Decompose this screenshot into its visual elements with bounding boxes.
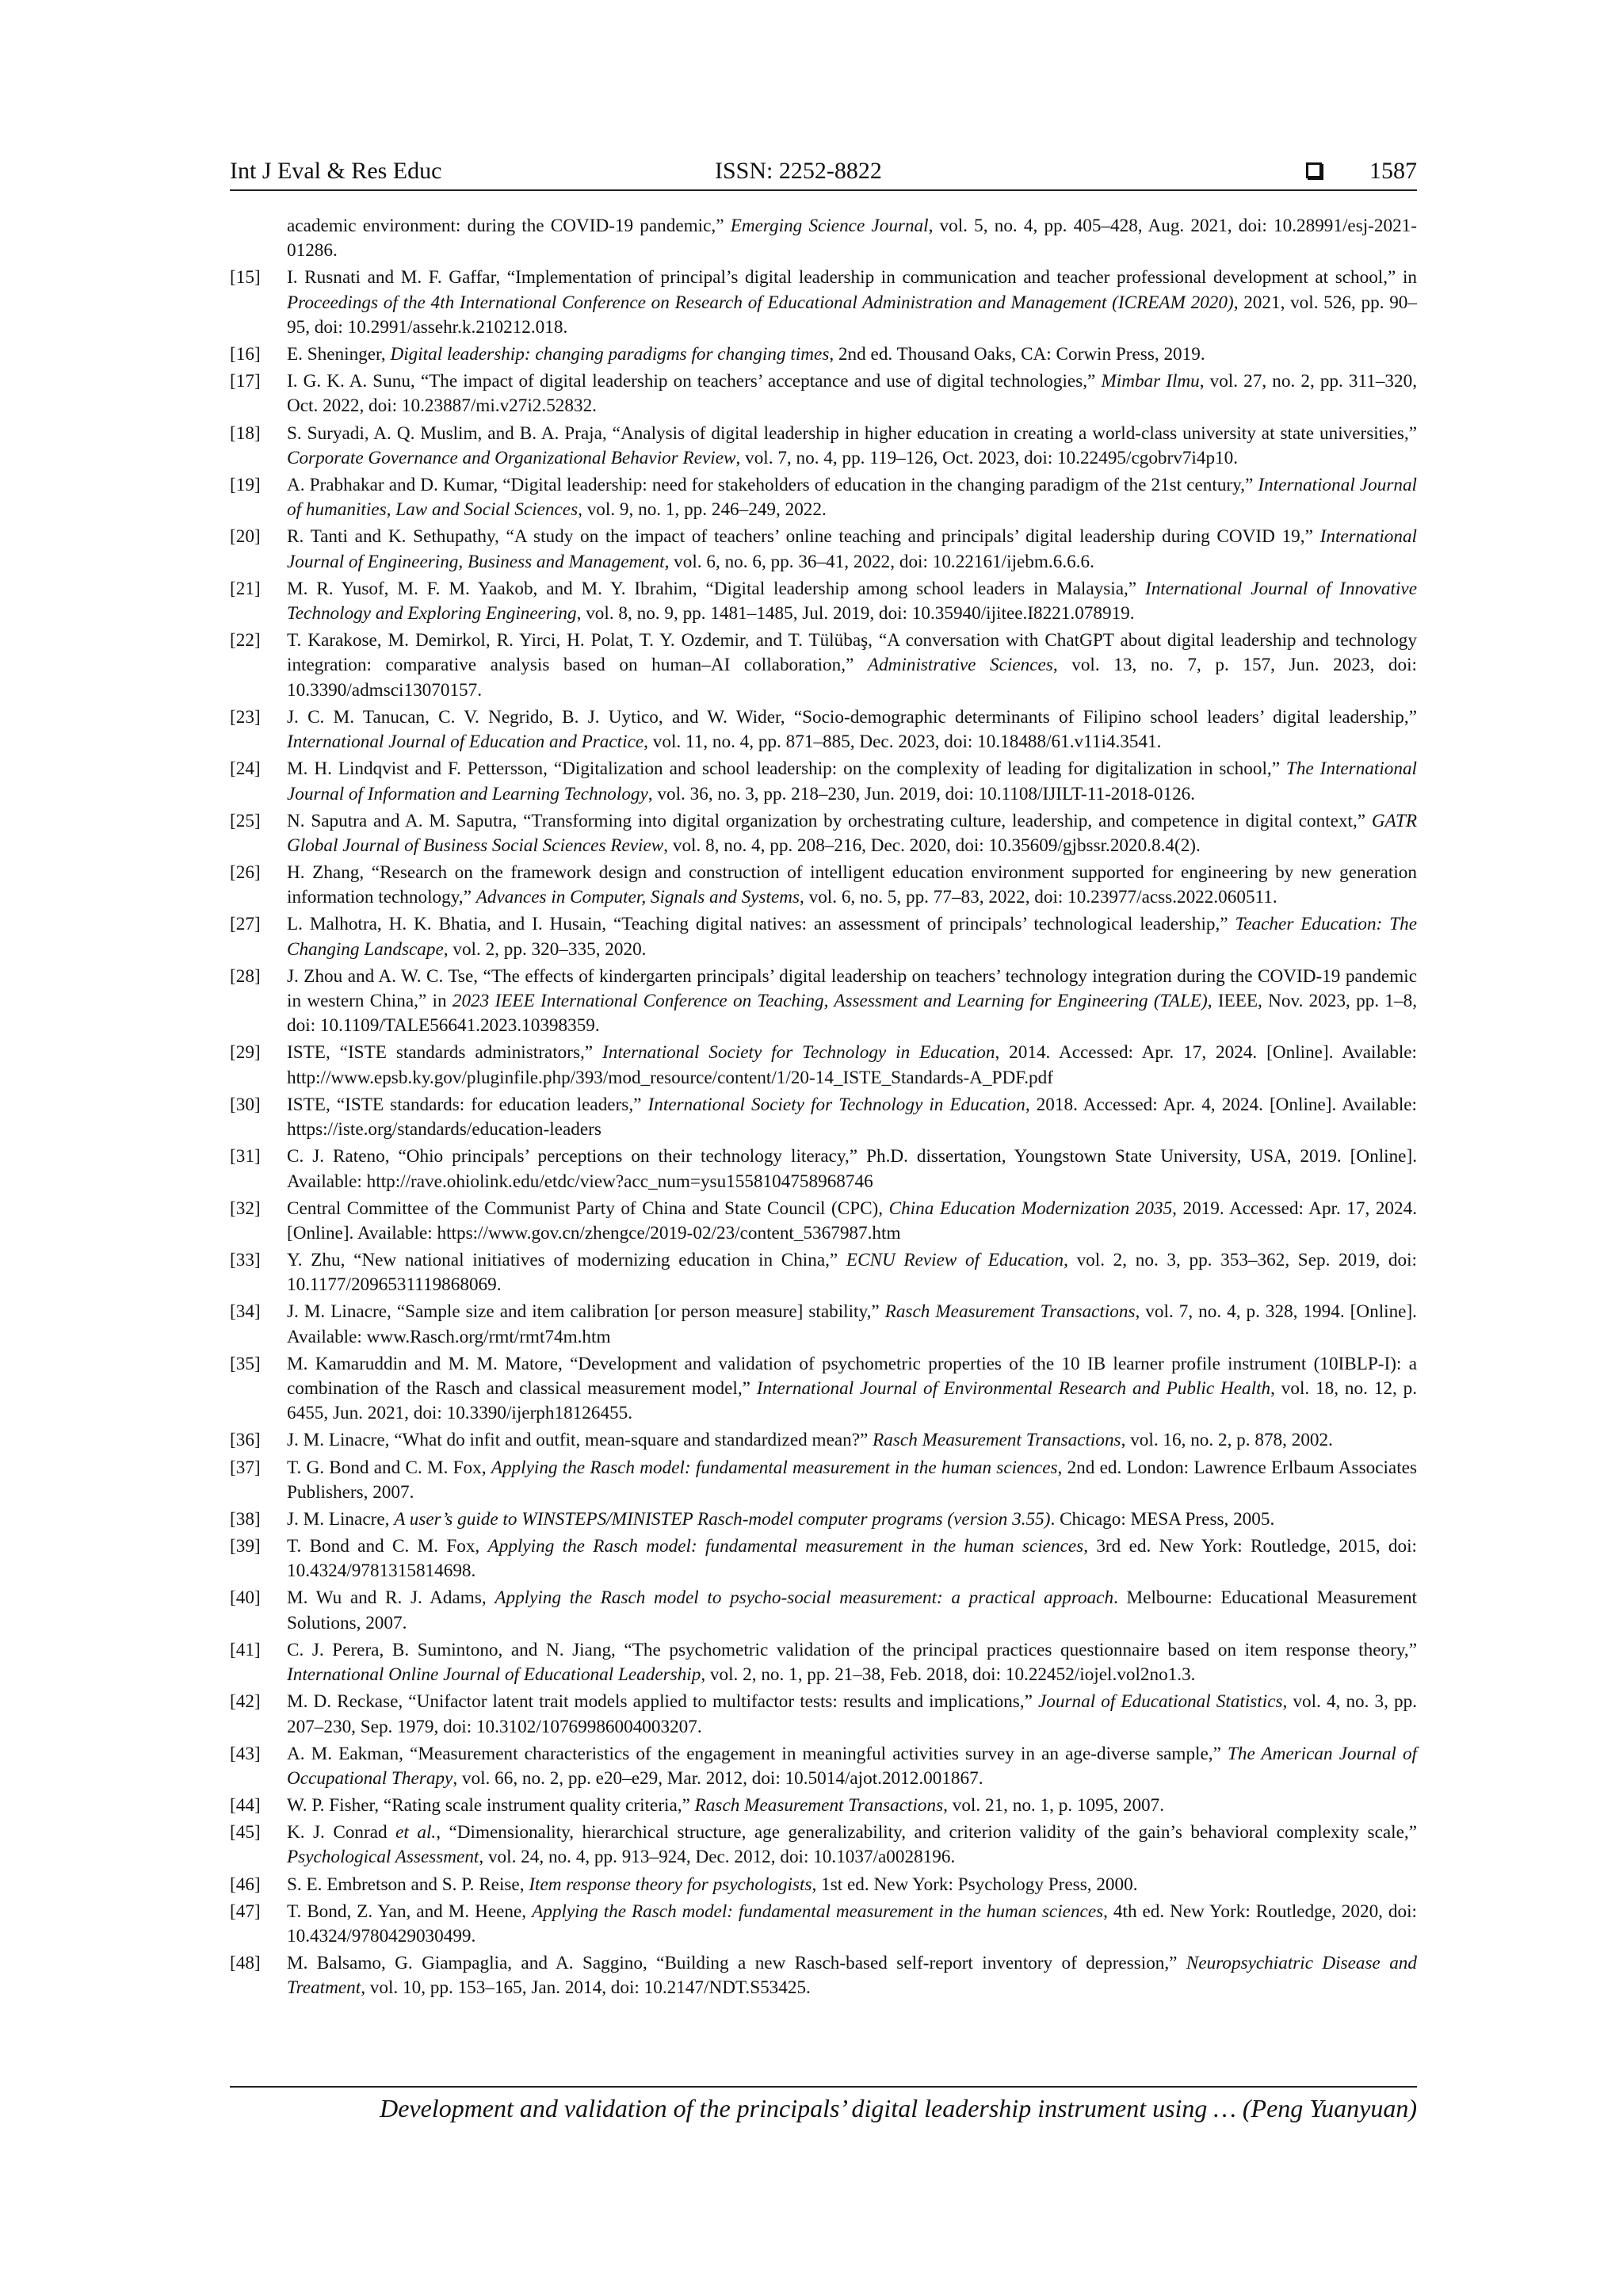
reference-entry (230, 422, 1417, 472)
reference-text-segment: , 2019. Accessed: Apr. 17, 2024. [Online]. Available: https://www.gov.cn/zhengce/2019-02/23/content_5367987.htm (287, 1198, 1418, 1244)
reference-entry (230, 757, 1417, 807)
reference-text (287, 1507, 1417, 1532)
reference-text-segment: J. M. Linacre, “What do infit and outfit, mean-square and standardized mean?” (287, 1430, 873, 1451)
reference-source-title: Psychological Assessment (287, 1847, 479, 1868)
reference-text-segment: J. Zhou and A. W. C. Tse, “The effects of kindergarten principals’ digital leadership on teachers’ technology integration during the COVID-19 pandemic in western China,” in (287, 965, 1417, 1012)
reference-text-segment: J. M. Linacre, (287, 1508, 395, 1530)
running-header (230, 155, 1417, 191)
reference-number: [43] (230, 1743, 261, 1764)
reference-entry (230, 1041, 1417, 1091)
reference-entry (230, 1456, 1417, 1506)
reference-source-title: Emerging Science Journal (730, 216, 929, 236)
reference-text-segment: , 2nd ed. Thousand Oaks, CA: Corwin Press, 2019. (829, 344, 1205, 365)
reference-text-segment: A. M. Eakman, “Measurement characteristics of the engagement in meaningful activities survey in an age-diverse sample,” (287, 1743, 1228, 1764)
reference-number: [39] (230, 1536, 261, 1557)
reference-number: [28] (230, 965, 261, 987)
reference-text-segment: , vol. 7, no. 4, pp. 119–126, Oct. 2023, doi: 10.22495/cgobrv7i4p10. (735, 447, 1239, 468)
reference-text-segment: , vol. 24, no. 4, pp. 913–924, Dec. 2012, doi: 10.1037/a0028196. (479, 1847, 956, 1868)
reference-entry (230, 1794, 1417, 1818)
reference-text-segment: T. G. Bond and C. M. Fox, (287, 1457, 491, 1478)
reference-source-title: The International Journal of Information and Learning Technology (287, 758, 1418, 804)
reference-text-segment: , vol. 27, no. 2, pp. 311–320, Oct. 2022, doi: 10.23887/mi.v27i2.52832. (287, 371, 1418, 417)
reference-source-title: Mimbar Ilmu (1101, 371, 1200, 392)
reference-text-segment: M. H. Lindqvist and F. Pettersson, “Digitalization and school leadership: on the complexity of leading for digitalization in school,” (287, 758, 1286, 780)
reference-source-title: Applying the Rasch model: fundamental measurement in the human sciences (487, 1536, 1084, 1557)
reference-source-title: Neuropsychiatric Disease and Treatment (287, 1952, 1417, 1999)
reference-text-segment: , vol. 21, no. 1, p. 1095, 2007. (943, 1795, 1165, 1817)
reference-text-segment: I. Rusnati and M. F. Gaffar, “Implementation of principal’s digital leadership in communication and teacher professional development at school,” in (287, 267, 1417, 288)
reference-text (287, 525, 1417, 575)
reference-text (287, 1041, 1417, 1091)
reference-source-title: International Society for Technology in Education (602, 1042, 995, 1064)
reference-source-title: Proceedings of the 4th International Conference on Research of Educational Administration and Management (ICREAM 2020) (287, 292, 1234, 313)
reference-text (287, 861, 1417, 911)
reference-entry (230, 473, 1417, 523)
reference-text (287, 214, 1417, 264)
reference-source-title: 2023 IEEE International Conference on Teaching, Assessment and Learning for Engineering (TALE) (452, 991, 1208, 1012)
reference-text-segment: M. D. Reckase, “Unifactor latent trait models applied to multifactor tests: results and implications,” (287, 1691, 1038, 1713)
reference-entry (230, 369, 1417, 419)
reference-text-segment: Central Committee of the Communist Party of China and State Council (CPC), (287, 1198, 889, 1219)
reference-text-segment: , IEEE, Nov. 2023, pp. 1–8, doi: 10.1109/TALE56641.2023.10398359. (287, 991, 1417, 1037)
reference-text (287, 422, 1417, 472)
reference-text-segment: , vol. 2, pp. 320–335, 2020. (443, 938, 647, 960)
reference-number: [23] (230, 706, 261, 728)
reference-entry (230, 809, 1417, 859)
reference-text-segment: W. P. Fisher, “Rating scale instrument quality criteria,” (287, 1795, 695, 1817)
reference-text-segment: , 2021, vol. 526, pp. 90–95, doi: 10.2991/assehr.k.210212.018. (287, 292, 1417, 338)
reference-entry (230, 1352, 1417, 1427)
reference-entry (230, 1428, 1417, 1453)
reference-text-segment: T. Karakose, M. Demirkol, R. Yirci, H. Polat, T. Y. Ozdemir, and T. Tülübaş, “A conversation with ChatGPT about digital leadership and technology integration: comparative analysis based on human–AI collaboration,” (287, 630, 1417, 676)
reference-text-segment: Y. Zhu, “New national initiatives of modernizing education in China,” (287, 1250, 846, 1271)
reference-text-segment: , vol. 66, no. 2, pp. e20–e29, Mar. 2012, doi: 10.5014/ajot.2012.001867. (453, 1767, 983, 1789)
reference-number: [42] (230, 1691, 261, 1713)
reference-source-title: Applying the Rasch model to psycho-social measurement: a practical approach (495, 1587, 1114, 1609)
reference-number: [30] (230, 1094, 261, 1115)
reference-text-segment: , vol. 6, no. 6, pp. 36–41, 2022, doi: 10.22161/ijebm.6.6.6. (664, 551, 1094, 572)
reference-text (287, 266, 1417, 340)
reference-source-title: Rasch Measurement Transactions (873, 1430, 1121, 1451)
reference-text (287, 705, 1417, 755)
reference-source-title: International Journal of humanities, Law and Social Sciences (287, 474, 1417, 521)
reference-entry (230, 266, 1417, 340)
reference-text-segment: J. C. M. Tanucan, C. V. Negrido, B. J. Uytico, and W. Wider, “Socio-demographic determinants of Filipino school leaders’ digital leadership,” (287, 706, 1417, 728)
reference-number: [44] (230, 1795, 261, 1817)
reference-source-title: Rasch Measurement Transactions (884, 1301, 1136, 1323)
reference-source-title: ECNU Review of Education (846, 1250, 1064, 1271)
reference-number (230, 214, 287, 264)
footer-article-title: Development and validation of the principals’ digital leadership instrument using … (Peng Yuanyuan) (380, 2094, 1417, 2122)
reference-number: [41] (230, 1639, 261, 1660)
reference-entry (230, 628, 1417, 703)
reference-number: [45] (230, 1822, 261, 1843)
reference-entry (230, 1093, 1417, 1143)
reference-entry (230, 577, 1417, 627)
reference-source-title: A user’s guide to WINSTEPS/MINISTEP Rasch-model computer programs (version 3.55) (394, 1508, 1051, 1530)
reference-number: [27] (230, 914, 261, 935)
reference-number: [31] (230, 1146, 261, 1167)
reference-entry (230, 1951, 1417, 2001)
reference-source-title: Administrative Sciences (867, 655, 1053, 676)
reference-source-title: The American Journal of Occupational Therapy (287, 1743, 1417, 1789)
reference-entry (230, 1197, 1417, 1247)
reference-entry (230, 1873, 1417, 1897)
reference-text-segment: A. Prabhakar and D. Kumar, “Digital leadership: need for stakeholders of education in the changing paradigm of the 21st century,” (287, 474, 1258, 495)
reference-text-segment: ISTE, “ISTE standards administrators,” (287, 1042, 603, 1064)
reference-text-segment: S. Suryadi, A. Q. Muslim, and B. A. Praja, “Analysis of digital leadership in higher education in creating a world-class university at state universities,” (287, 422, 1417, 444)
reference-text (287, 1144, 1417, 1194)
reference-source-title: Journal of Educational Statistics (1038, 1691, 1283, 1713)
reference-text-segment: , vol. 8, no. 9, pp. 1481–1485, Jul. 2019, doi: 10.35940/ijitee.I8221.078919. (576, 603, 1135, 625)
reference-number: [36] (230, 1430, 261, 1451)
reference-text-segment: T. Bond, Z. Yan, and M. Heene, (287, 1901, 533, 1922)
reference-number: [47] (230, 1901, 261, 1922)
reference-text-segment: T. Bond and C. M. Fox, (287, 1536, 488, 1557)
reference-text-segment: , vol. 4, no. 3, pp. 207–230, Sep. 1979, doi: 10.3102/10769986004003207. (287, 1691, 1417, 1737)
reference-text-segment: , vol. 16, no. 2, p. 878, 2002. (1121, 1430, 1333, 1451)
reference-text (287, 965, 1417, 1039)
reference-entry (230, 1742, 1417, 1792)
reference-source-title: International Journal of Engineering, Business and Management (287, 526, 1417, 572)
reference-text-segment: , vol. 10, pp. 153–165, Jan. 2014, doi: 10.2147/NDT.S53425. (361, 1977, 811, 1999)
reference-text (287, 912, 1417, 962)
reference-entry (230, 965, 1417, 1039)
reference-entry (230, 342, 1417, 367)
issn: ISSN: 2252-8822 (715, 158, 882, 184)
reference-entry (230, 525, 1417, 575)
reference-text (287, 1586, 1417, 1636)
reference-text-segment: , vol. 11, no. 4, pp. 871–885, Dec. 2023, doi: 10.18488/61.v11i4.3541. (643, 732, 1162, 753)
reference-entry (230, 1820, 1417, 1870)
reference-entry (230, 1534, 1417, 1584)
reference-text (287, 1428, 1417, 1453)
reference-text (287, 1300, 1417, 1350)
reference-text (287, 1794, 1417, 1818)
reference-entry (230, 912, 1417, 962)
reference-text (287, 342, 1417, 367)
reference-number: [21] (230, 578, 261, 599)
reference-text-segment: C. J. Perera, B. Sumintono, and N. Jiang, “The psychometric validation of the principal practices questionnaire based on item response theory,” (287, 1639, 1417, 1660)
reference-text-segment: . Melbourne: Educational Measurement Solutions, 2007. (287, 1587, 1417, 1633)
reference-text-segment: , vol. 2, no. 1, pp. 21–38, Feb. 2018, doi: 10.22452/iojel.vol2no1.3. (701, 1664, 1196, 1686)
reference-entry (230, 1248, 1417, 1298)
reference-text (287, 1873, 1417, 1897)
reference-source-title: International Journal of Environmental Research and Public Health (756, 1378, 1271, 1400)
reference-source-title: Item response theory for psychologists (529, 1874, 812, 1895)
reference-source-title: Rasch Measurement Transactions (694, 1795, 944, 1817)
reference-entry (230, 705, 1417, 755)
reference-text (287, 809, 1417, 859)
reference-entry (230, 861, 1417, 911)
reference-text-segment: L. Malhotra, H. K. Bhatia, and I. Husain, “Teaching digital natives: an assessment of principals’ technological leadership,” (287, 914, 1235, 935)
reference-text-segment: , “Dimensionality, hierarchical structure, age generalizability, and criterion validity of the gain’s behavioral complexity scale,” (436, 1822, 1417, 1843)
reference-text-segment: , vol. 5, no. 4, pp. 405–428, Aug. 2021, doi: 10.28991/esj-2021-01286. (287, 216, 1417, 262)
reference-entry (230, 214, 1417, 264)
reference-text-segment: H. Zhang, “Research on the framework design and construction of intelligent education environment supported for engineering by new generation information technology,” (287, 861, 1417, 908)
reference-text-segment: , vol. 7, no. 4, p. 328, 1994. [Online]. Available: www.Rasch.org/rmt/rmt74m.htm (287, 1301, 1417, 1347)
reference-source-title: et al. (395, 1822, 437, 1843)
reference-source-title: International Journal of Education and Practice (287, 732, 644, 753)
reference-text-segment: C. J. Rateno, “Ohio principals’ perceptions on their technology literacy,” Ph.D. dissertation, Youngstown State University, USA, 2019. [Online]. Available: http://rave.ohiolink.edu/etdc/view?acc_num=ysu1558104758968746 (287, 1146, 1417, 1192)
running-footer (230, 2086, 1417, 2135)
reference-entry (230, 1638, 1417, 1688)
reference-number: [34] (230, 1301, 261, 1323)
reference-number: [22] (230, 630, 261, 651)
reference-text-segment: , 2018. Accessed: Apr. 4, 2024. [Online]. Available: https://iste.org/standards/education-leaders (287, 1094, 1417, 1140)
reference-number: [26] (230, 861, 261, 883)
reference-number: [40] (230, 1587, 261, 1609)
reference-text-segment: , vol. 9, no. 1, pp. 246–249, 2022. (578, 499, 827, 521)
reference-text-segment: R. Tanti and K. Sethupathy, “A study on the impact of teachers’ online teaching and principals’ digital leadership during COVID 19,” (287, 526, 1320, 548)
reference-text (287, 369, 1417, 419)
reference-text (287, 1352, 1417, 1427)
reference-entry (230, 1144, 1417, 1194)
reference-entry (230, 1507, 1417, 1532)
reference-text (287, 1900, 1417, 1950)
reference-entry (230, 1900, 1417, 1950)
reference-text (287, 473, 1417, 523)
reference-text-segment: N. Saputra and A. M. Saputra, “Transforming into digital organization by orchestrating culture, leadership, and competence in digital context,” (287, 810, 1372, 831)
reference-entry (230, 1300, 1417, 1350)
reference-text-segment: K. J. Conrad (287, 1822, 396, 1843)
reference-number: [46] (230, 1874, 261, 1895)
reference-text-segment: M. Wu and R. J. Adams, (287, 1587, 495, 1609)
reference-text-segment: , vol. 8, no. 4, pp. 208–216, Dec. 2020, doi: 10.35609/gjbssr.2020.8.4(2). (663, 835, 1201, 856)
reference-number: [17] (230, 371, 261, 392)
reference-number: [24] (230, 758, 261, 780)
reference-text-segment: M. Balsamo, G. Giampaglia, and A. Saggino, “Building a new Rasch-based self-report inventory of depression,” (287, 1952, 1186, 1973)
reference-number: [15] (230, 267, 261, 288)
reference-number: [32] (230, 1198, 261, 1219)
reference-text (287, 1197, 1417, 1247)
reference-text-segment: , 4th ed. New York: Routledge, 2020, doi: 10.4324/9780429030499. (287, 1901, 1417, 1946)
reference-text (287, 1534, 1417, 1584)
square-bullet-icon (1306, 162, 1322, 178)
reference-number: [16] (230, 344, 261, 365)
reference-text (287, 1093, 1417, 1143)
reference-text-segment: academic environment: during the COVID-19 pandemic,” (287, 216, 731, 236)
reference-text-segment: , vol. 18, no. 12, p. 6455, Jun. 2021, doi: 10.3390/ijerph18126455. (287, 1378, 1417, 1424)
reference-entry (230, 1586, 1417, 1636)
reference-text (287, 1742, 1417, 1792)
reference-text-segment: , vol. 13, no. 7, p. 157, Jun. 2023, doi: 10.3390/admsci13070157. (287, 655, 1417, 701)
reference-text-segment: , 2nd ed. London: Lawrence Erlbaum Associates Publishers, 2007. (287, 1457, 1417, 1503)
reference-number: [37] (230, 1457, 261, 1478)
reference-number: [38] (230, 1508, 261, 1530)
reference-text-segment: , vol. 36, no. 3, pp. 218–230, Jun. 2019, doi: 10.1108/IJILT-11-2018-0126. (647, 783, 1196, 804)
page-number-block (1306, 158, 1417, 186)
reference-text-segment: I. G. K. A. Sunu, “The impact of digital leadership on teachers’ acceptance and use of digital technologies,” (287, 371, 1102, 392)
reference-text (287, 1638, 1417, 1688)
reference-source-title: Corporate Governance and Organizational Behavior Review (287, 447, 736, 468)
reference-text (287, 577, 1417, 627)
reference-number: [19] (230, 474, 261, 495)
reference-text-segment: , vol. 2, no. 3, pp. 353–362, Sep. 2019, doi: 10.1177/2096531119868069. (287, 1250, 1417, 1296)
reference-source-title: International Society for Technology in Education (647, 1094, 1025, 1115)
reference-text-segment: . Chicago: MESA Press, 2005. (1050, 1508, 1275, 1530)
reference-text (287, 1951, 1417, 2001)
reference-number: [25] (230, 810, 261, 831)
reference-source-title: GATR Global Journal of Business Social Sciences Review (287, 810, 1417, 856)
reference-text (287, 1820, 1417, 1870)
reference-text-segment: S. E. Embretson and S. P. Reise, (287, 1874, 529, 1895)
reference-source-title: Advances in Computer, Signals and Systems (475, 887, 800, 908)
reference-source-title: Applying the Rasch model: fundamental measurement in the human sciences (491, 1457, 1058, 1478)
reference-text-segment: , 3rd ed. New York: Routledge, 2015, doi: 10.4324/9781315814698. (287, 1536, 1418, 1582)
reference-text (287, 1456, 1417, 1506)
reference-source-title: China Education Modernization 2035 (888, 1198, 1173, 1219)
reference-text (287, 1690, 1417, 1740)
reference-text (287, 628, 1417, 703)
reference-source-title: Digital leadership: changing paradigms for changing times (390, 344, 830, 365)
reference-source-title: International Online Journal of Educational Leadership (287, 1664, 701, 1686)
journal-name: Int J Eval & Res Educ (230, 158, 442, 184)
reference-number: [29] (230, 1042, 261, 1064)
reference-list (230, 214, 1417, 2003)
reference-source-title: Teacher Education: The Changing Landscape (287, 914, 1417, 960)
reference-number: [33] (230, 1250, 261, 1271)
page-number: 1587 (1369, 158, 1417, 184)
reference-text-segment: , 2014. Accessed: Apr. 17, 2024. [Online]. Available: http://www.epsb.ky.gov/pluginfile.php/393/mod_resource/content/1/20-14_ISTE_Standards-A_PDF.pdf (287, 1042, 1417, 1088)
reference-text-segment: ISTE, “ISTE standards: for education leaders,” (287, 1094, 648, 1115)
reference-text-segment: M. Kamaruddin and M. M. Matore, “Development and validation of psychometric properties of the 10 IB learner profile instrument (10IBLP-I): a combination of the Rasch and classical measurement model,” (287, 1353, 1417, 1400)
reference-text-segment: M. R. Yusof, M. F. M. Yaakob, and M. Y. Ibrahim, “Digital leadership among school leaders in Malaysia,” (287, 578, 1145, 599)
reference-number: [35] (230, 1353, 261, 1374)
reference-source-title: International Journal of Innovative Technology and Exploring Engineering (287, 578, 1417, 625)
reference-text-segment: J. M. Linacre, “Sample size and item calibration [or person measure] stability,” (287, 1301, 885, 1323)
reference-text-segment: , vol. 6, no. 5, pp. 77–83, 2022, doi: 10.23977/acss.2022.060511. (800, 887, 1277, 908)
reference-entry (230, 1690, 1417, 1740)
reference-number: [18] (230, 422, 261, 444)
reference-text-segment: , 1st ed. New York: Psychology Press, 2000. (812, 1874, 1138, 1895)
reference-number: [20] (230, 526, 261, 548)
reference-text (287, 757, 1417, 807)
reference-source-title: Applying the Rasch model: fundamental measurement in the human sciences (532, 1901, 1104, 1922)
reference-number: [48] (230, 1952, 261, 1973)
reference-text (287, 1248, 1417, 1298)
reference-text-segment: E. Sheninger, (287, 344, 391, 365)
